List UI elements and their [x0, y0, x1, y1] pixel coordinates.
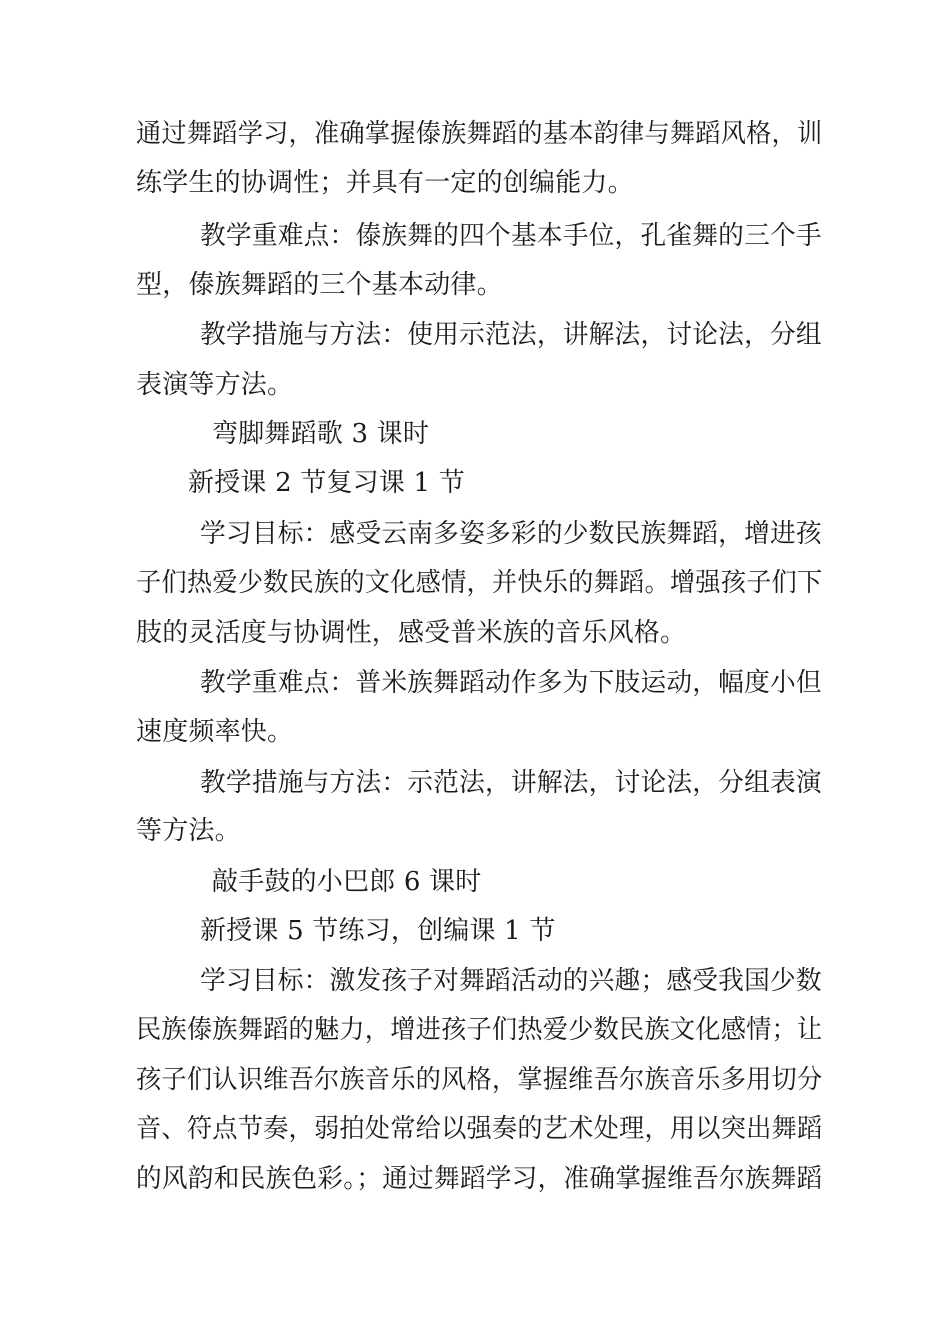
text-line: 教学措施与方法：示范法，讲解法，讨论法，分组表演 [200, 768, 822, 798]
text-line: 肢的灵活度与协调性，感受普米族的音乐风格。 [136, 618, 687, 648]
text-line: 音、符点节奏，弱拍处常给以强奏的艺术处理，用以突出舞蹈 [136, 1114, 823, 1144]
text-line: 等方法。 [136, 816, 241, 846]
text-line: 学习目标：感受云南多姿多彩的少数民族舞蹈，增进孩 [200, 519, 822, 549]
text-line: 学习目标：激发孩子对舞蹈活动的兴趣；感受我国少数 [200, 966, 822, 996]
text-line: 型，傣族舞蹈的三个基本动律。 [136, 270, 503, 300]
text-line: 新授课 2 节复习课 1 节 [188, 468, 465, 498]
section-heading: 敲手鼓的小巴郎 6 课时 [212, 867, 482, 897]
text-line: 速度频率快。 [136, 717, 294, 747]
text-line: 子们热爱少数民族的文化感情，并快乐的舞蹈。增强孩子们下 [136, 568, 823, 598]
text-line: 教学措施与方法：使用示范法，讲解法，讨论法，分组 [200, 320, 822, 350]
text-line: 民族傣族舞蹈的魅力，增进孩子们热爱少数民族文化感情；让 [136, 1015, 823, 1045]
text-line: 孩子们认识维吾尔族音乐的风格，掌握维吾尔族音乐多用切分 [136, 1065, 823, 1095]
section-heading: 弯脚舞蹈歌 3 课时 [212, 419, 430, 449]
text-line: 练学生的协调性；并具有一定的创编能力。 [136, 168, 634, 198]
text-line: 的风韵和民族色彩。；通过舞蹈学习，准确掌握维吾尔族舞蹈 [136, 1164, 823, 1194]
text-line: 新授课 5 节练习，创编课 1 节 [200, 916, 556, 946]
text-line: 教学重难点：普米族舞蹈动作多为下肢运动，幅度小但 [200, 668, 822, 698]
text-line: 教学重难点：傣族舞的四个基本手位，孔雀舞的三个手 [200, 221, 822, 251]
text-line: 通过舞蹈学习，准确掌握傣族舞蹈的基本韵律与舞蹈风格，训 [136, 119, 823, 149]
text-line: 表演等方法。 [136, 370, 294, 400]
